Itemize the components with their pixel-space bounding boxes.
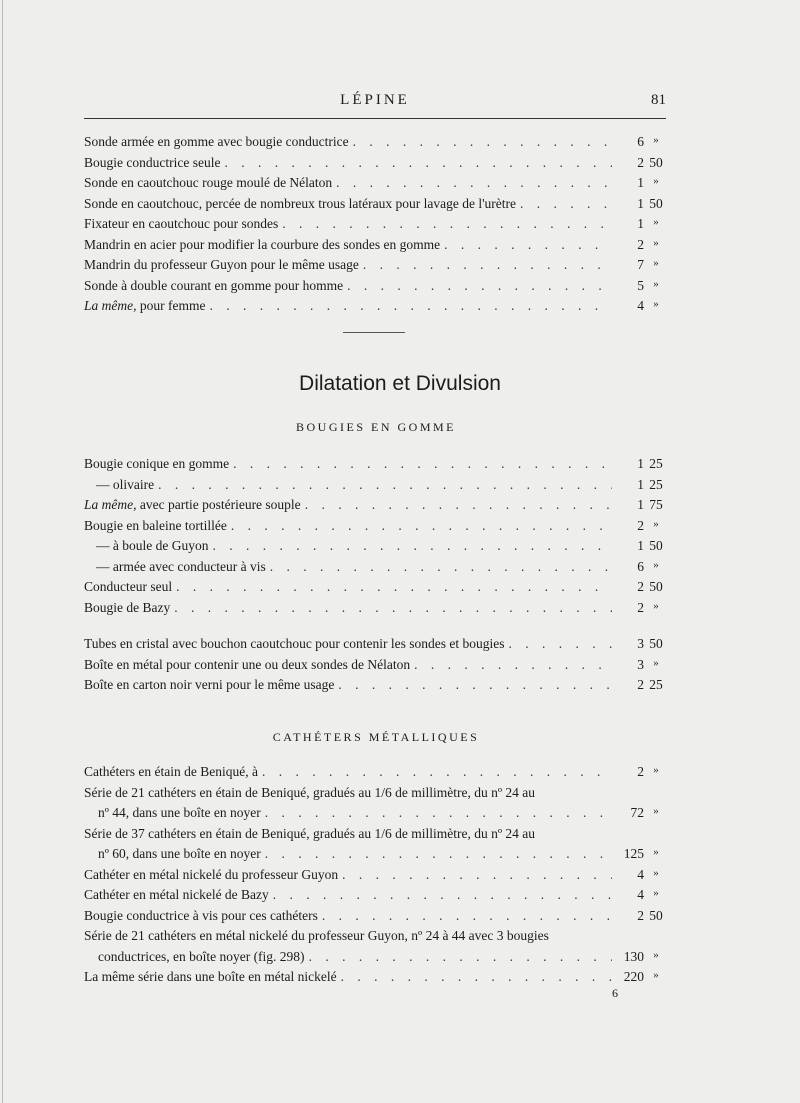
leader-dots xyxy=(270,559,612,575)
price-francs: 2 xyxy=(637,154,644,170)
price-cents: » xyxy=(653,298,659,310)
price-francs: 1 xyxy=(637,456,644,471)
leader-dots xyxy=(336,175,612,191)
price-francs: 7 xyxy=(637,257,644,272)
price-francs: 1 xyxy=(637,195,644,211)
list-item xyxy=(84,175,668,196)
price-cents: 25 xyxy=(649,456,663,471)
price-cents: » xyxy=(653,277,659,290)
leader-dots xyxy=(309,949,612,965)
item-label: Tubes en cristal avec bouchon caoutchouc pour contenir les sondes et bougies xyxy=(84,636,505,651)
item-label-line: Série de 21 cathéters en étain de Beniqué, gradués au 1/6 de millimètre, du nº 24 au xyxy=(84,784,536,800)
price-francs: 125 xyxy=(623,846,644,861)
list-item xyxy=(84,867,668,888)
price-francs: 6 xyxy=(637,558,644,574)
list-item xyxy=(84,196,668,217)
item-label: Sonde en caoutchouc, percée de nombreux trous latéraux pour lavage de l'urètre xyxy=(84,195,516,211)
item-label: nº 60, dans une boîte en noyer xyxy=(98,846,261,861)
item-label: Bougie conductrice seule xyxy=(84,154,221,170)
item-label-rest: pour femme xyxy=(136,298,206,313)
list-item xyxy=(84,298,668,319)
price-cents: » xyxy=(653,216,659,228)
list-item xyxy=(84,949,668,970)
item-label: Sonde à double courant en gomme pour homme xyxy=(84,277,344,293)
list-item xyxy=(84,887,668,908)
price-francs: 2 xyxy=(637,517,644,533)
price-cents: 50 xyxy=(649,154,663,170)
list-item xyxy=(84,677,668,698)
list-item xyxy=(84,518,668,539)
leader-dots xyxy=(231,518,612,534)
leader-dots xyxy=(212,538,612,554)
price-francs: 1 xyxy=(637,216,644,231)
price-francs: 72 xyxy=(630,805,644,820)
list-item xyxy=(84,579,668,600)
signature-mark: 6 xyxy=(612,986,618,1000)
price-francs: 4 xyxy=(637,866,644,882)
list-item xyxy=(84,497,668,518)
price-cents: 75 xyxy=(649,497,663,512)
price-francs: 3 xyxy=(637,636,644,651)
page-edge-line xyxy=(2,0,3,1103)
price-cents: 25 xyxy=(649,677,663,692)
price-francs: 4 xyxy=(637,887,644,902)
leader-dots xyxy=(338,677,612,693)
list-item xyxy=(84,538,668,559)
item-label: Bougie en baleine tortillée xyxy=(84,517,227,533)
list-item xyxy=(84,600,668,621)
price-cents: » xyxy=(653,558,659,571)
header-title: LÉPINE xyxy=(340,92,410,108)
subsection-heading-catheters: CATHÉTERS MÉTALLIQUES xyxy=(272,730,480,744)
item-label: Bougie de Bazy xyxy=(84,599,171,615)
price-cents: » xyxy=(653,969,659,981)
item-label: Sonde armée en gomme avec bougie conductrice xyxy=(84,134,349,149)
leader-dots xyxy=(509,636,612,652)
item-label-line: Série de 37 cathéters en étain de Beniqué, gradués au 1/6 de millimètre, du nº 24 au xyxy=(84,825,536,841)
price-cents: » xyxy=(653,764,659,776)
bougies-list xyxy=(84,456,668,620)
list-item xyxy=(84,657,668,678)
list-item xyxy=(84,764,668,785)
item-label: conductrices, en boîte noyer (fig. 298) xyxy=(98,948,305,964)
list-item xyxy=(84,636,668,657)
price-francs: 2 xyxy=(637,579,644,594)
price-francs: 4 xyxy=(637,298,644,313)
price-francs: 130 xyxy=(623,948,644,964)
price-francs: 1 xyxy=(637,497,644,512)
list-item xyxy=(84,908,668,929)
leader-dots xyxy=(363,257,612,273)
item-label: — olivaire xyxy=(96,476,155,492)
price-cents: 50 xyxy=(649,579,663,594)
price-cents: » xyxy=(653,257,659,269)
item-label: — à boule de Guyon xyxy=(96,538,209,553)
price-francs: 3 xyxy=(637,656,644,672)
leader-dots xyxy=(265,805,612,821)
item-label: nº 44, dans une boîte en noyer xyxy=(98,805,261,820)
running-header xyxy=(84,92,666,114)
item-label: Mandrin en acier pour modifier la courbure des sondes en gomme xyxy=(84,236,441,252)
item-label: — armée avec conducteur à vis xyxy=(96,558,266,574)
price-francs: 6 xyxy=(637,134,644,149)
leader-dots xyxy=(305,497,612,513)
leader-dots xyxy=(158,477,612,493)
leader-dots xyxy=(224,155,612,171)
price-cents: » xyxy=(653,175,659,187)
list-item xyxy=(84,805,668,826)
item-label xyxy=(84,298,205,314)
item-label: Bougie conductrice à vis pour ces cathéters xyxy=(84,907,318,923)
section-heading: Dilatation et Divulsion xyxy=(299,372,501,395)
price-francs: 1 xyxy=(637,476,644,492)
item-label: Cathéter en métal nickelé de Bazy xyxy=(84,887,269,902)
item-label xyxy=(84,497,301,513)
price-francs: 5 xyxy=(637,277,644,293)
price-cents: 50 xyxy=(649,907,663,923)
item-label: La même série dans une boîte en métal nickelé xyxy=(84,969,337,984)
price-francs: 2 xyxy=(637,599,644,615)
price-francs: 2 xyxy=(637,236,644,252)
list-item xyxy=(84,237,668,258)
leader-dots xyxy=(347,278,612,294)
price-cents: » xyxy=(653,887,659,899)
item-label-line: Série de 21 cathéters en métal nickelé du professeur Guyon, nº 24 à 44 avec 3 bougies xyxy=(84,928,549,943)
item-label: Boîte en carton noir verni pour le même usage xyxy=(84,677,335,692)
price-francs: 2 xyxy=(637,907,644,923)
price-francs: 2 xyxy=(637,764,644,779)
price-cents: » xyxy=(653,236,659,249)
leader-dots xyxy=(233,456,612,472)
page-number: 81 xyxy=(651,92,666,108)
price-cents: » xyxy=(653,517,659,530)
leader-dots xyxy=(444,237,612,253)
price-cents: 50 xyxy=(649,538,663,553)
leader-dots xyxy=(265,846,612,862)
leader-dots xyxy=(322,908,612,924)
list-item xyxy=(84,846,668,867)
list-item xyxy=(84,559,668,580)
leader-dots xyxy=(342,867,612,883)
item-label-italic: La même, xyxy=(84,497,137,512)
price-francs: 1 xyxy=(637,175,644,190)
leader-dots xyxy=(174,600,612,616)
item-label: Mandrin du professeur Guyon pour le même usage xyxy=(84,257,359,272)
list-item xyxy=(84,257,668,278)
section-separator xyxy=(343,332,405,333)
item-label: Bougie conique en gomme xyxy=(84,456,230,471)
sondes-list xyxy=(84,134,668,319)
leader-dots xyxy=(209,298,612,314)
price-cents: 50 xyxy=(649,636,663,651)
leader-dots xyxy=(282,216,612,232)
list-item xyxy=(84,155,668,176)
item-label: Cathéter en métal nickelé du professeur Guyon xyxy=(84,866,339,882)
item-label: Conducteur seul xyxy=(84,579,173,594)
list-item xyxy=(84,477,668,498)
price-cents: » xyxy=(653,134,659,146)
leader-dots xyxy=(273,887,612,903)
price-cents: 25 xyxy=(649,476,663,492)
price-cents: » xyxy=(653,846,659,858)
leader-dots xyxy=(262,764,612,780)
price-cents: » xyxy=(653,805,659,817)
list-item xyxy=(84,278,668,299)
list-item xyxy=(84,456,668,477)
price-cents: » xyxy=(653,948,659,961)
item-label: Cathéters en étain de Beniqué, à xyxy=(84,764,258,779)
item-label: Sonde en caoutchouc rouge moulé de Nélaton xyxy=(84,175,333,190)
leader-dots xyxy=(353,134,612,150)
price-cents: » xyxy=(653,599,659,612)
item-label: Fixateur en caoutchouc pour sondes xyxy=(84,216,279,231)
price-cents: » xyxy=(653,866,659,879)
price-francs: 2 xyxy=(637,677,644,692)
catheters-list xyxy=(84,764,668,990)
leader-dots xyxy=(176,579,612,595)
price-francs: 220 xyxy=(623,969,644,984)
leader-dots xyxy=(414,657,612,673)
header-rule xyxy=(84,118,666,119)
item-label-rest: avec partie postérieure souple xyxy=(136,497,301,512)
price-cents: » xyxy=(653,656,659,669)
tubes-list xyxy=(84,636,668,698)
price-francs: 1 xyxy=(637,538,644,553)
subsection-heading-bougies: BOUGIES EN GOMME xyxy=(296,420,456,434)
leader-dots xyxy=(341,969,612,985)
item-label-italic: La même, xyxy=(84,298,137,313)
list-item xyxy=(84,134,668,155)
item-label: Boîte en métal pour contenir une ou deux sondes de Nélaton xyxy=(84,656,411,672)
list-item xyxy=(84,216,668,237)
price-cents: 50 xyxy=(649,195,663,211)
list-item xyxy=(84,969,668,990)
leader-dots xyxy=(520,196,612,212)
